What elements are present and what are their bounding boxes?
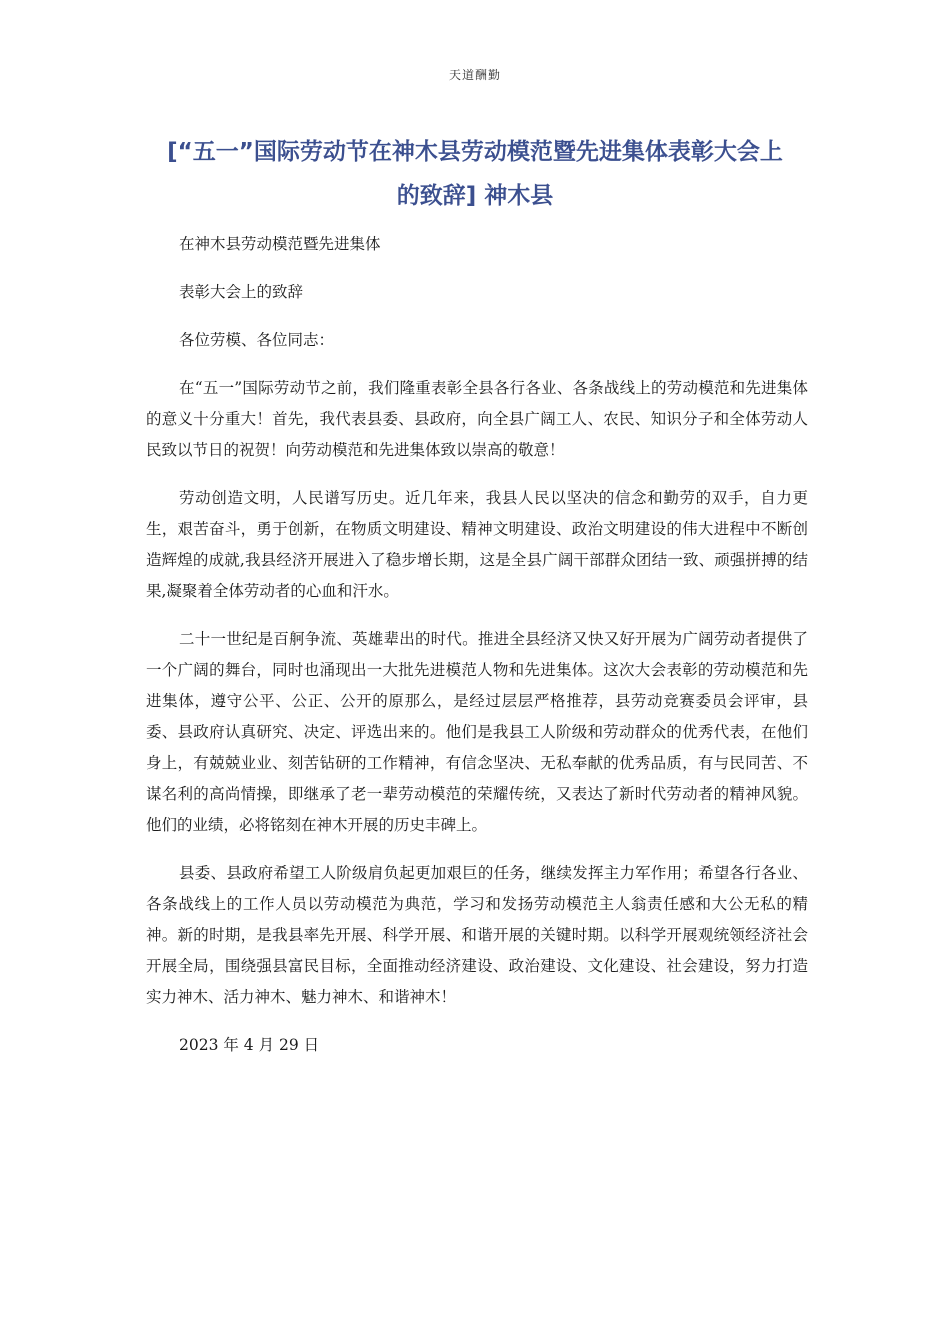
document-body bbox=[146, 229, 808, 1078]
subtitle-line-1: 在神木县劳动模范暨先进集体 bbox=[179, 235, 381, 253]
date-line: 2023 年 4 月 29 日 bbox=[179, 1036, 320, 1054]
paragraph-3: 二十一世纪是百舸争流、英雄辈出的时代。推进全县经济又快又好开展为广阔劳动者提供了一个广阔的舞台，同时也涌现出一大批先进模范人物和先进集体。这次大会表彰的劳动模范和先进集体，遵守公平、公正、公开的原那么，是经过层层严格推荐，县劳动竞赛委员会评审，县委、县政府认真研究、决定、评选出来的。他们是我县工人阶级和劳动群众的优秀代表，在他们身上，有兢兢业业、刻苦钻研的工作精神，有信念坚决、无私奉献的优秀品质，有与民同苦、不谋名利的高尚情操，即继承了老一辈劳动模范的荣耀传统，又表达了新时代劳动者的精神风貌。他们的业绩，必将铭刻在神木开展的历史丰碑上。 bbox=[146, 630, 808, 834]
subtitle-line-2: 表彰大会上的致辞 bbox=[179, 283, 304, 301]
greeting: 各位劳模、各位同志： bbox=[179, 331, 335, 349]
title-line-2: 的致辞] 神木县 bbox=[396, 183, 554, 209]
paragraph-1: 在“五一”国际劳动节之前，我们隆重表彰全县各行各业、各条战线上的劳动模范和先进集体的意义十分重大！首先，我代表县委、县政府，向全县广阔工人、农民、知识分子和全体劳动人民致以节日的祝贺！向劳动模范和先进集体致以崇高的敬意！ bbox=[146, 379, 808, 459]
paragraph-2: 劳动创造文明，人民谱写历史。近几年来，我县人民以坚决的信念和勤劳的双手，自力更生，艰苦奋斗，勇于创新，在物质文明建设、精神文明建设、政治文明建设的伟大进程中不断创造辉煌的成就,我县经济开展进入了稳步增长期，这是全县广阔干部群众团结一致、顽强拼搏的结果,凝聚着全体劳动者的心血和汗水。 bbox=[146, 489, 808, 600]
page-header: 天道酬勤 bbox=[448, 68, 501, 82]
document-title bbox=[130, 130, 820, 218]
paragraph-4: 县委、县政府希望工人阶级肩负起更加艰巨的任务，继续发挥主力军作用；希望各行各业、各条战线上的工作人员以劳动模范为典范，学习和发扬劳动模范主人翁责任感和大公无私的精神。新的时期，是我县率先开展、科学开展、和谐开展的关键时期。以科学开展观统领经济社会开展全局，围绕强县富民目标，全面推动经济建设、政治建设、文化建设、社会建设，努力打造实力神木、活力神木、魅力神木、和谐神木！ bbox=[146, 864, 808, 1006]
title-line-1: [“五一”国际劳动节在神木县劳动模范暨先进集体表彰大会上 bbox=[167, 139, 783, 165]
